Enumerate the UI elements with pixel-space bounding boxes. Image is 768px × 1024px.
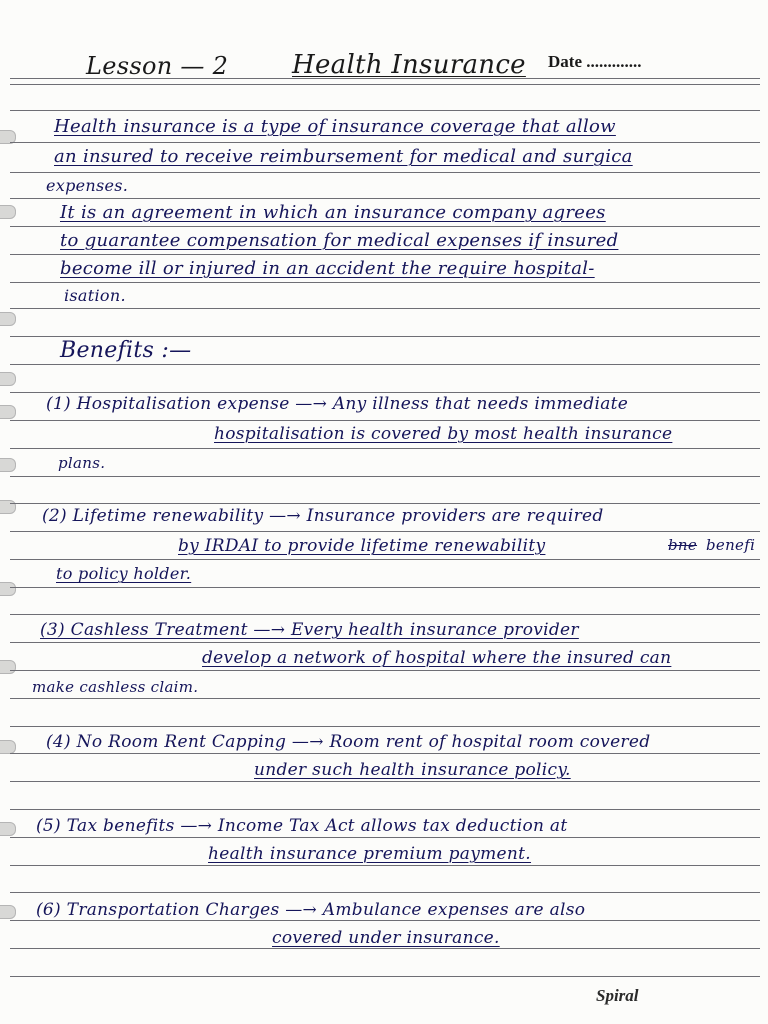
ruled-line [10, 920, 760, 921]
spiral-hole [0, 372, 16, 386]
benefit-line: (5) Tax benefits —→ Income Tax Act allows tax deduction at [36, 816, 568, 836]
ruled-line [10, 392, 760, 393]
ruled-line [10, 476, 760, 477]
intro-line: an insured to receive reimbursement for medical and surgica [54, 146, 633, 167]
intro-line: expenses. [46, 176, 129, 195]
ruled-line [10, 308, 760, 309]
ruled-line [10, 753, 760, 754]
date-label: Date ............. [548, 52, 642, 71]
spiral-hole [0, 458, 16, 472]
benefit-line-tail: benefi [706, 536, 756, 554]
ruled-line [10, 226, 760, 227]
benefit-line: develop a network of hospital where the insured can [202, 648, 672, 668]
ruled-line [10, 642, 760, 643]
ruled-line [10, 110, 760, 111]
ruled-line [10, 198, 760, 199]
lesson-label: Lesson — 2 [86, 52, 229, 80]
intro-line: isation. [64, 286, 126, 305]
ruled-line [10, 172, 760, 173]
benefit-line: (2) Lifetime renewability —→ Insurance providers are required [42, 506, 604, 526]
ruled-line [10, 448, 760, 449]
ruled-line [10, 503, 760, 504]
struck-word: bne [668, 536, 698, 554]
ruled-line [10, 84, 760, 85]
ruled-line [10, 420, 760, 421]
benefits-heading: Benefits :— [60, 338, 192, 363]
spiral-hole [0, 740, 16, 754]
benefit-line: to policy holder. [56, 564, 192, 583]
ruled-line [10, 531, 760, 532]
benefit-line: covered under insurance. [272, 928, 500, 948]
ruled-line [10, 698, 760, 699]
ruled-line [10, 364, 760, 365]
intro-line: become ill or injured in an accident the require hospital- [60, 258, 595, 279]
ruled-line [10, 336, 760, 337]
ruled-line [10, 809, 760, 810]
spiral-hole [0, 660, 16, 674]
ruled-line [10, 670, 760, 671]
ruled-line [10, 976, 760, 977]
ruled-line [10, 254, 760, 255]
ruled-line [10, 559, 760, 560]
benefit-line: make cashless claim. [32, 678, 199, 696]
ruled-line [10, 781, 760, 782]
spiral-hole [0, 582, 16, 596]
spiral-hole [0, 312, 16, 326]
ruled-line [10, 587, 760, 588]
benefit-line: (4) No Room Rent Capping —→ Room rent of hospital room covered [46, 732, 651, 752]
spiral-hole [0, 905, 16, 919]
intro-line: to guarantee compensation for medical expenses if insured [60, 230, 619, 251]
benefit-line: health insurance premium payment. [208, 844, 532, 864]
benefit-line: plans. [58, 454, 106, 472]
spiral-hole [0, 405, 16, 419]
notebook-brand-logo: Spiral [596, 986, 639, 1005]
ruled-line [10, 726, 760, 727]
benefit-line: by IRDAI to provide lifetime renewability [178, 536, 546, 556]
ruled-line [10, 282, 760, 283]
ruled-line [10, 614, 760, 615]
benefit-line: (1) Hospitalisation expense —→ Any illness that needs immediate [46, 394, 629, 414]
ruled-line [10, 948, 760, 949]
ruled-line [10, 837, 760, 838]
benefit-line: hospitalisation is covered by most health insurance [214, 424, 673, 444]
spiral-hole [0, 822, 16, 836]
ruled-line [10, 892, 760, 893]
benefit-line: (3) Cashless Treatment —→ Every health insurance provider [40, 620, 579, 640]
ruled-line [10, 865, 760, 866]
intro-line: It is an agreement in which an insurance company agrees [60, 202, 606, 223]
intro-line: Health insurance is a type of insurance coverage that allow [54, 116, 616, 137]
page-title: Health Insurance [292, 50, 526, 80]
benefit-line: under such health insurance policy. [254, 760, 571, 780]
benefit-line: (6) Transportation Charges —→ Ambulance expenses are also [36, 900, 586, 920]
spiral-hole [0, 205, 16, 219]
ruled-line [10, 142, 760, 143]
